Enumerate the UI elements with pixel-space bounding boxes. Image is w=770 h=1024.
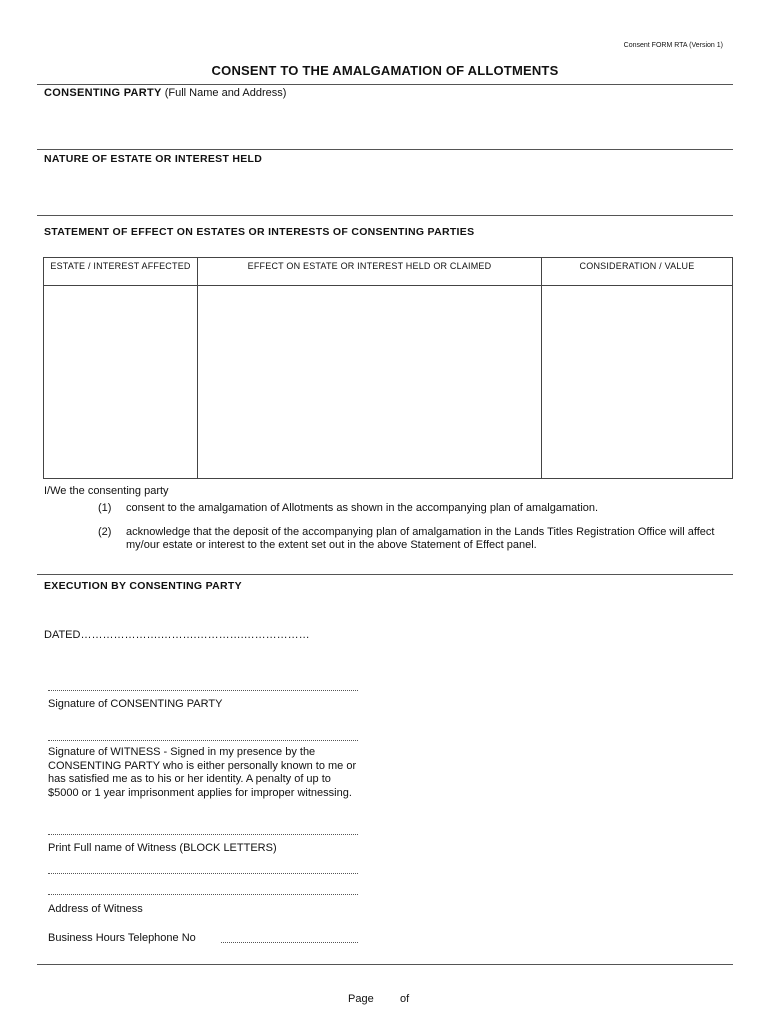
estate-cell[interactable]: [44, 286, 198, 479]
dated-field[interactable]: DATED………………….……….………….………………: [44, 629, 310, 641]
witness-address-label: Address of Witness: [48, 903, 143, 915]
party-signature-label: Signature of CONSENTING PARTY: [48, 698, 223, 710]
column-header-effect: EFFECT ON ESTATE OR INTEREST HELD OR CLAIMED: [198, 258, 542, 286]
consenting-party-label: CONSENTING PARTY: [44, 87, 162, 99]
page-of-label: of: [400, 993, 410, 1005]
statement-heading: STATEMENT OF EFFECT ON ESTATES OR INTERESTS OF CONSENTING PARTIES: [44, 226, 475, 238]
declaration-num-1: (1): [98, 502, 112, 514]
declaration-num-2: (2): [98, 526, 112, 538]
witness-signature-line[interactable]: [48, 740, 358, 741]
divider: [37, 574, 733, 575]
witness-name-line[interactable]: [48, 834, 358, 835]
divider: [37, 215, 733, 216]
declaration-text-1: consent to the amalgamation of Allotments as shown in the accompanying plan of amalgamation.: [126, 502, 599, 514]
declaration-intro: I/We the consenting party: [44, 485, 169, 497]
divider: [37, 149, 733, 150]
divider: [37, 964, 733, 965]
phone-line[interactable]: [221, 942, 358, 943]
divider: [37, 84, 733, 85]
version-note: Consent FORM RTA (Version 1): [623, 42, 723, 49]
page-label: Page: [348, 993, 374, 1005]
effect-cell[interactable]: [198, 286, 542, 479]
declaration-text-2: acknowledge that the deposit of the accompanying plan of amalgamation in the Lands Titles Registration Office will affect my/our estate or interest to the extent set out in the above Statement of Effect panel.: [126, 526, 715, 551]
page-title: CONSENT TO THE AMALGAMATION OF ALLOTMENTS: [211, 63, 559, 78]
phone-label: Business Hours Telephone No: [48, 932, 196, 944]
witness-name-label: Print Full name of Witness (BLOCK LETTERS): [48, 842, 277, 854]
column-header-estate: ESTATE / INTEREST AFFECTED: [44, 258, 198, 286]
consideration-cell[interactable]: [542, 286, 733, 479]
statement-table: [43, 257, 733, 479]
witness-address-line-2[interactable]: [48, 894, 358, 895]
column-header-consideration: CONSIDERATION / VALUE: [542, 258, 733, 286]
nature-heading: NATURE OF ESTATE OR INTEREST HELD: [44, 153, 263, 165]
statement-header-row: [44, 258, 733, 286]
consenting-party-note: (Full Name and Address): [164, 87, 287, 99]
statement-entry-row: [44, 286, 733, 479]
consenting-party-heading: [44, 87, 286, 99]
nature-field[interactable]: [44, 170, 732, 212]
party-signature-line[interactable]: [48, 690, 358, 691]
witness-signature-label: Signature of WITNESS - Signed in my presence by the CONSENTING PARTY who is either personally known to me or has satisfied me as to his or her identity. A penalty of up to $5000 or 1 year imprisonment applies for improper witnessing.: [48, 746, 357, 799]
witness-address-line-1[interactable]: [48, 873, 358, 874]
execution-heading: EXECUTION BY CONSENTING PARTY: [44, 580, 242, 592]
consenting-party-field[interactable]: [44, 104, 732, 146]
